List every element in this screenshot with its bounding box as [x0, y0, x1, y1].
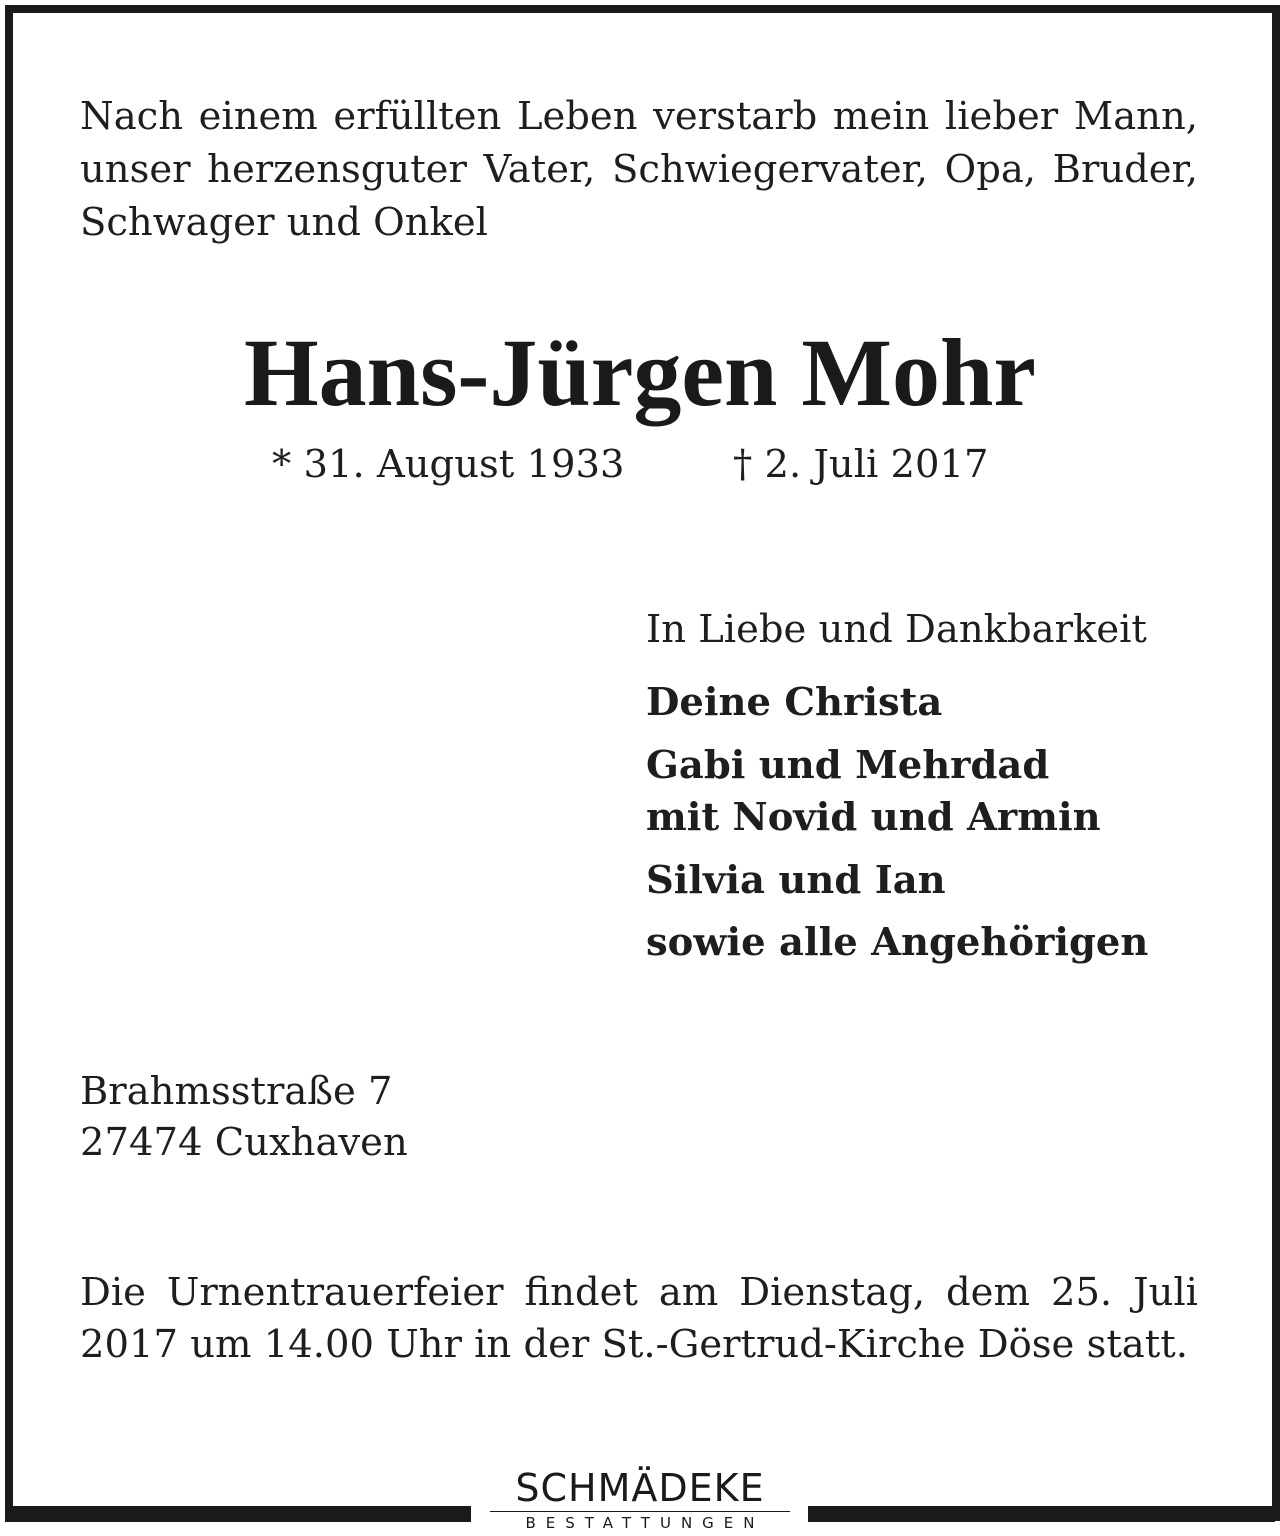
family-member: Gabi und Mehrdad [646, 743, 1050, 788]
family-member: Deine Christa [646, 680, 943, 725]
logo-subtitle: BESTATTUNGEN [525, 1514, 765, 1532]
death-date: † 2. Juli 2017 [733, 442, 989, 487]
logo-name: SCHMÄDEKE [515, 1466, 765, 1510]
address-city: 27474 Cuxhaven [80, 1120, 408, 1165]
signoff-line: In Liebe und Dankbarkeit [646, 607, 1147, 652]
family-member: Silvia und Ian [646, 858, 946, 903]
bottom-border-right [808, 1506, 1275, 1522]
deceased-name: Hans-Jürgen Mohr [244, 319, 1036, 426]
address-street: Brahmsstraße 7 [80, 1069, 393, 1114]
ceremony-text: Die Urnentrauerfeier findet am Dienstag, dem 25. Juli 2017 um 14.00 Uhr in der St.-Gertrud-Kirche Döse statt. [80, 1270, 1198, 1367]
address-block [80, 1066, 408, 1168]
family-member: mit Novid und Armin [646, 795, 1101, 840]
birth-date: * 31. August 1933 [272, 442, 625, 487]
family-member: sowie alle Angehörigen [646, 920, 1149, 965]
funeral-home-logo [487, 1466, 793, 1536]
logo-divider [490, 1511, 790, 1512]
bottom-border-left [5, 1506, 471, 1522]
intro-text: Nach einem erfüllten Leben verstarb mein lieber Mann, unser herzensguter Vater, Schwiegervater, Opa, Bruder, Schwager und Onkel [80, 94, 1198, 245]
